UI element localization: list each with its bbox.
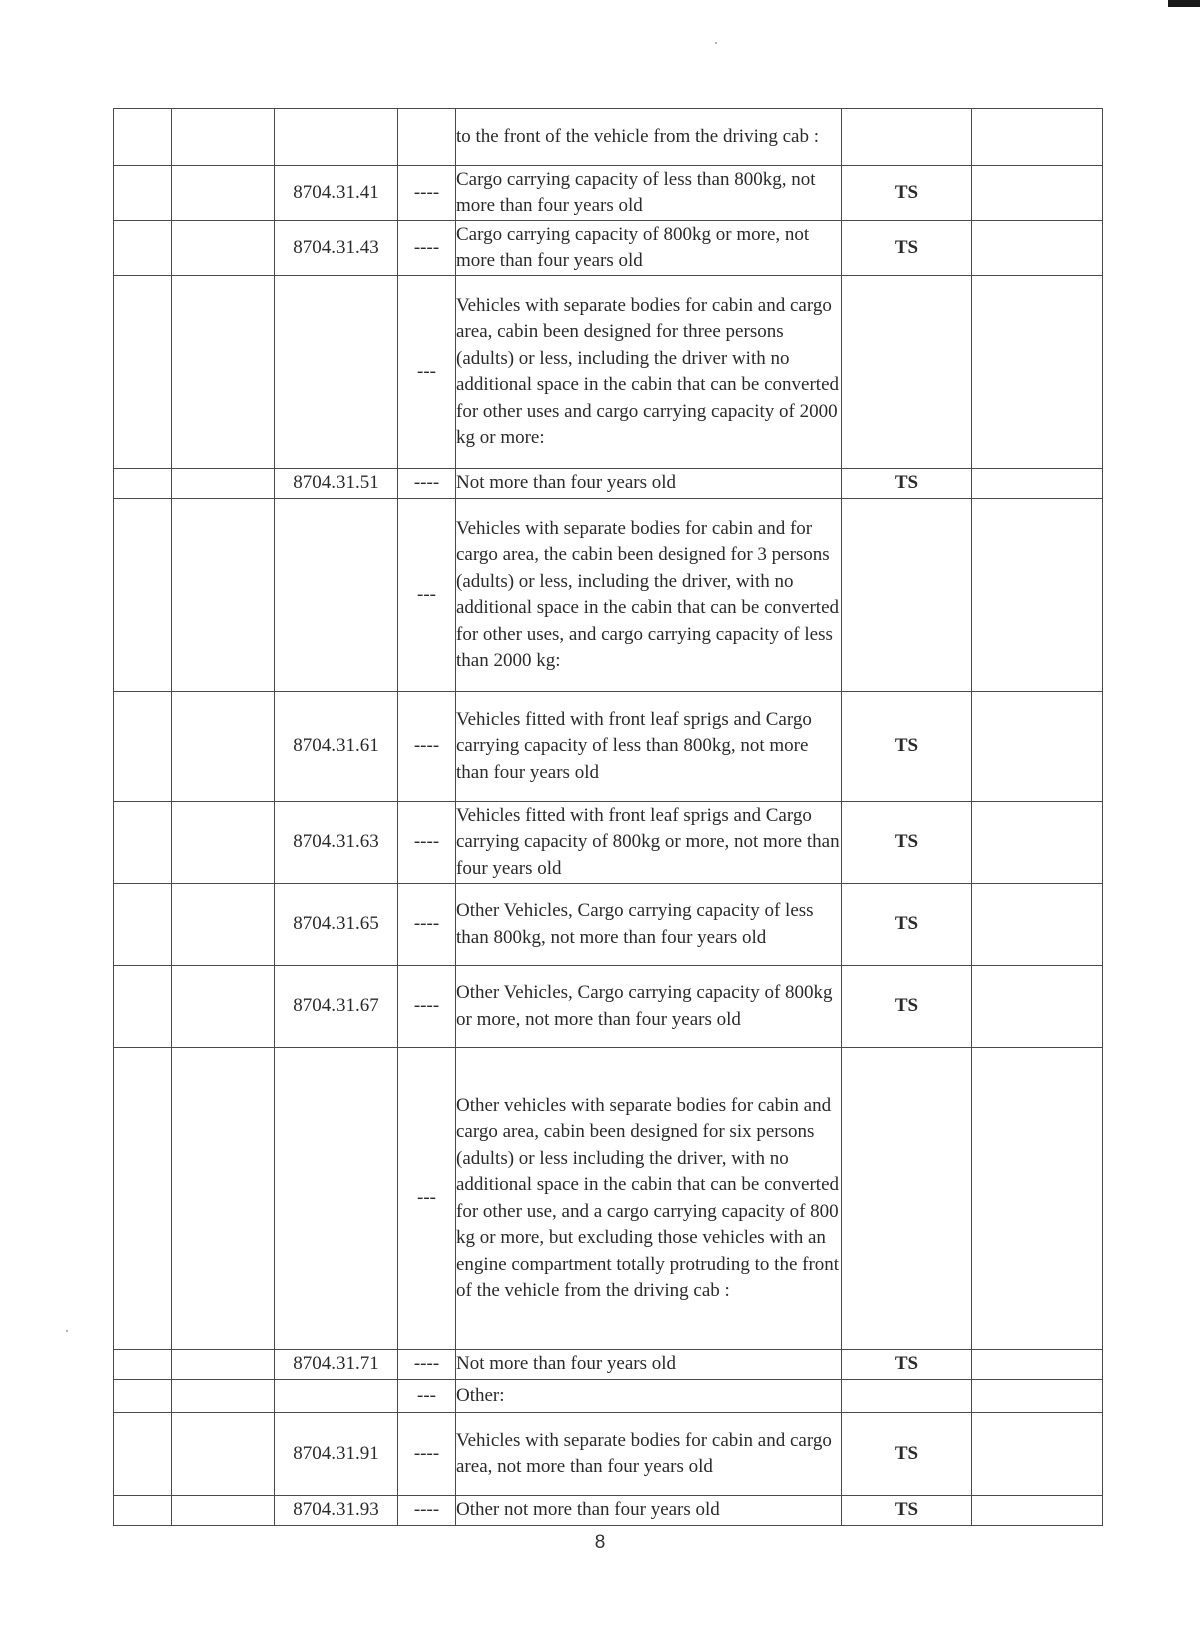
scan-speck xyxy=(715,42,717,44)
blank-cell xyxy=(114,499,172,692)
hs-code-cell: 8704.31.41 xyxy=(275,166,398,221)
hs-code-cell xyxy=(275,1048,398,1350)
table-row xyxy=(114,884,1103,966)
table-row xyxy=(114,1413,1103,1496)
dash-marker-cell: ---- xyxy=(398,692,456,802)
blank-cell xyxy=(972,966,1103,1048)
blank-cell xyxy=(114,1496,172,1526)
blank-cell xyxy=(114,692,172,802)
description-cell: Other Vehicles, Cargo carrying capacity of less than 800kg, not more than four years old xyxy=(456,884,842,966)
blank-cell xyxy=(114,1048,172,1350)
rate-cell xyxy=(842,499,972,692)
table-row xyxy=(114,1350,1103,1380)
hs-code-cell: 8704.31.71 xyxy=(275,1350,398,1380)
blank-cell xyxy=(172,1413,275,1496)
scan-speck xyxy=(66,1330,68,1332)
table-row xyxy=(114,109,1103,166)
blank-cell xyxy=(114,966,172,1048)
blank-cell xyxy=(172,1350,275,1380)
rate-cell xyxy=(842,276,972,469)
blank-cell xyxy=(972,1048,1103,1350)
table-row xyxy=(114,166,1103,221)
dash-marker-cell: ---- xyxy=(398,469,456,499)
rate-cell xyxy=(842,109,972,166)
table-row xyxy=(114,692,1103,802)
blank-cell xyxy=(114,109,172,166)
blank-cell xyxy=(972,1350,1103,1380)
description-cell: Not more than four years old xyxy=(456,1350,842,1380)
blank-cell xyxy=(972,109,1103,166)
description-cell: Vehicles fitted with front leaf sprigs and Cargo carrying capacity of 800kg or more, not more than four years old xyxy=(456,802,842,884)
hs-code-cell: 8704.31.43 xyxy=(275,221,398,276)
dash-marker-cell: --- xyxy=(398,499,456,692)
dash-marker-cell: --- xyxy=(398,1380,456,1413)
rate-cell: TS xyxy=(842,692,972,802)
rate-cell xyxy=(842,1380,972,1413)
table-row xyxy=(114,499,1103,692)
dash-marker-cell: ---- xyxy=(398,1350,456,1380)
description-cell: Cargo carrying capacity of less than 800kg, not more than four years old xyxy=(456,166,842,221)
dash-marker-cell: ---- xyxy=(398,802,456,884)
table-row xyxy=(114,1048,1103,1350)
rate-cell: TS xyxy=(842,221,972,276)
blank-cell xyxy=(114,469,172,499)
rate-cell: TS xyxy=(842,166,972,221)
description-cell: Vehicles with separate bodies for cabin and cargo area, not more than four years old xyxy=(456,1413,842,1496)
description-cell: Vehicles with separate bodies for cabin and cargo area, cabin been designed for three persons (adults) or less, including the driver with no additional space in the cabin that can be converted for other uses and cargo carrying capacity of 2000 kg or more: xyxy=(456,276,842,469)
blank-cell xyxy=(172,166,275,221)
blank-cell xyxy=(172,802,275,884)
blank-cell xyxy=(114,276,172,469)
hs-code-cell: 8704.31.61 xyxy=(275,692,398,802)
rate-cell: TS xyxy=(842,1496,972,1526)
blank-cell xyxy=(972,469,1103,499)
hs-code-cell: 8704.31.51 xyxy=(275,469,398,499)
blank-cell xyxy=(172,469,275,499)
blank-cell xyxy=(972,166,1103,221)
blank-cell xyxy=(172,966,275,1048)
dash-marker-cell: ---- xyxy=(398,166,456,221)
blank-cell xyxy=(114,1380,172,1413)
rate-cell: TS xyxy=(842,1350,972,1380)
blank-cell xyxy=(172,499,275,692)
blank-cell xyxy=(114,884,172,966)
dash-marker-cell: ---- xyxy=(398,1413,456,1496)
description-cell: Vehicles fitted with front leaf sprigs and Cargo carrying capacity of less than 800kg, not more than four years old xyxy=(456,692,842,802)
blank-cell xyxy=(172,1496,275,1526)
description-cell: Cargo carrying capacity of 800kg or more, not more than four years old xyxy=(456,221,842,276)
blank-cell xyxy=(172,884,275,966)
rate-cell: TS xyxy=(842,966,972,1048)
blank-cell xyxy=(114,1350,172,1380)
hs-code-cell xyxy=(275,499,398,692)
description-cell: to the front of the vehicle from the driving cab : xyxy=(456,109,842,166)
blank-cell xyxy=(972,884,1103,966)
rate-cell: TS xyxy=(842,469,972,499)
dash-marker-cell: ---- xyxy=(398,221,456,276)
dash-marker-cell: --- xyxy=(398,276,456,469)
rate-cell: TS xyxy=(842,802,972,884)
dash-marker-cell: ---- xyxy=(398,966,456,1048)
hs-code-cell xyxy=(275,276,398,469)
blank-cell xyxy=(172,276,275,469)
description-cell: Not more than four years old xyxy=(456,469,842,499)
blank-cell xyxy=(172,109,275,166)
hs-code-cell xyxy=(275,1380,398,1413)
hs-code-cell: 8704.31.65 xyxy=(275,884,398,966)
tariff-table xyxy=(113,108,1103,1526)
dash-marker-cell xyxy=(398,109,456,166)
table-row xyxy=(114,802,1103,884)
rate-cell xyxy=(842,1048,972,1350)
blank-cell xyxy=(972,692,1103,802)
page-number: 8 xyxy=(594,1532,606,1553)
blank-cell xyxy=(972,221,1103,276)
description-cell: Other Vehicles, Cargo carrying capacity of 800kg or more, not more than four years old xyxy=(456,966,842,1048)
blank-cell xyxy=(114,221,172,276)
hs-code-cell: 8704.31.91 xyxy=(275,1413,398,1496)
table-row xyxy=(114,1380,1103,1413)
table-row xyxy=(114,469,1103,499)
blank-cell xyxy=(172,221,275,276)
dash-marker-cell: ---- xyxy=(398,884,456,966)
blank-cell xyxy=(172,692,275,802)
dash-marker-cell: ---- xyxy=(398,1496,456,1526)
rate-cell: TS xyxy=(842,1413,972,1496)
scan-edge-mark xyxy=(1168,0,1200,7)
table-row xyxy=(114,966,1103,1048)
dash-marker-cell: --- xyxy=(398,1048,456,1350)
blank-cell xyxy=(172,1048,275,1350)
rate-cell: TS xyxy=(842,884,972,966)
description-cell: Other not more than four years old xyxy=(456,1496,842,1526)
blank-cell xyxy=(972,1413,1103,1496)
blank-cell xyxy=(972,499,1103,692)
hs-code-cell: 8704.31.63 xyxy=(275,802,398,884)
blank-cell xyxy=(114,802,172,884)
description-cell: Vehicles with separate bodies for cabin and for cargo area, the cabin been designed for 3 persons (adults) or less, including the driver, with no additional space in the cabin that can be converted for other uses, and cargo carrying capacity of less than 2000 kg: xyxy=(456,499,842,692)
description-cell: Other: xyxy=(456,1380,842,1413)
blank-cell xyxy=(972,276,1103,469)
hs-code-cell: 8704.31.93 xyxy=(275,1496,398,1526)
table-row xyxy=(114,221,1103,276)
hs-code-cell: 8704.31.67 xyxy=(275,966,398,1048)
hs-code-cell xyxy=(275,109,398,166)
description-cell: Other vehicles with separate bodies for cabin and cargo area, cabin been designed for six persons (adults) or less including the driver, with no additional space in the cabin that can be converted for other use, and a cargo carrying capacity of 800 kg or more, but excluding those vehicles with an engine compartment totally protruding to the front of the vehicle from the driving cab : xyxy=(456,1048,842,1350)
table-row xyxy=(114,276,1103,469)
blank-cell xyxy=(172,1380,275,1413)
blank-cell xyxy=(114,1413,172,1496)
blank-cell xyxy=(972,1496,1103,1526)
blank-cell xyxy=(972,802,1103,884)
blank-cell xyxy=(114,166,172,221)
table-row xyxy=(114,1496,1103,1526)
blank-cell xyxy=(972,1380,1103,1413)
